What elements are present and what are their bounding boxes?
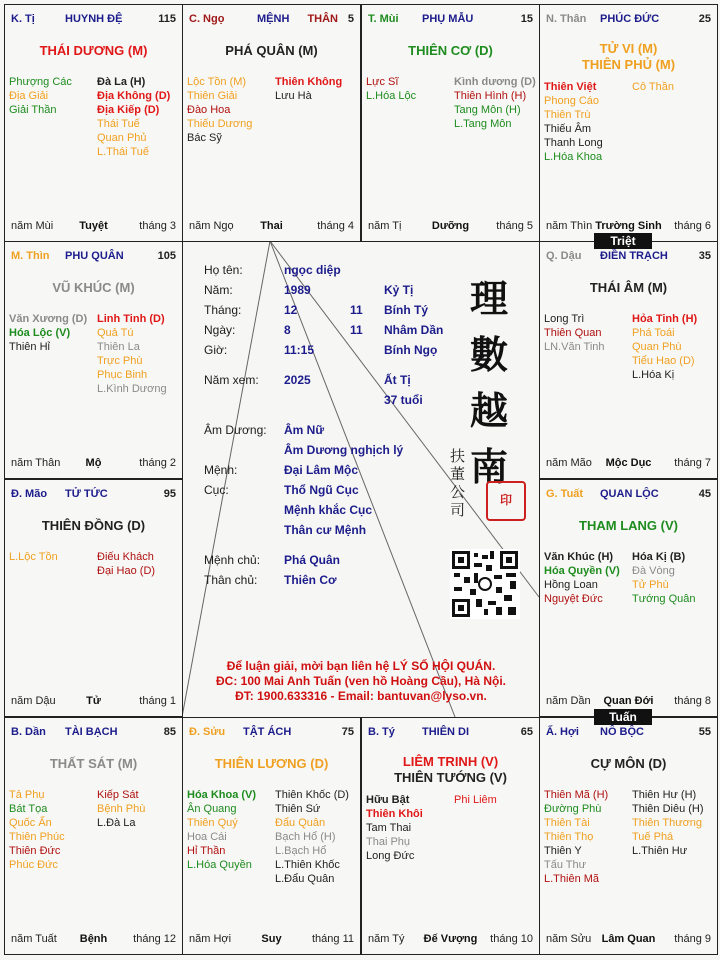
minor-star: Kình dương (D) [454, 76, 536, 88]
cell-number: 45 [698, 488, 711, 500]
minor-star: Lực Sĩ [366, 76, 399, 88]
minor-star: Đà Vòng [632, 565, 675, 577]
calligraphy-logo [470, 271, 518, 495]
main-star-block [540, 756, 717, 772]
cell-month: tháng 10 [490, 933, 533, 945]
qr-code [450, 549, 520, 619]
main-star: THÁI DƯƠNG (M) [39, 43, 148, 58]
cell-year: năm Hợi [189, 933, 232, 945]
main-star: TỬ VI (M) [599, 41, 658, 56]
calligraphy-char: 數 [470, 332, 509, 377]
main-star: CỰ MÔN (D) [590, 756, 667, 771]
cell-month: tháng 3 [139, 220, 176, 232]
minor-star: Thiếu Dương [187, 118, 253, 130]
gio-value: 11:15 [284, 343, 315, 357]
cell-year: năm Tị [368, 220, 402, 232]
minor-star: Phá Toái [632, 327, 675, 339]
minor-star: Tuế Phá [632, 831, 674, 843]
minor-star: Hóa Lộc (V) [9, 327, 71, 339]
minor-star: Nguyệt Đức [544, 593, 603, 605]
right-stars [632, 788, 704, 858]
main-star: VŨ KHÚC (M) [52, 280, 135, 295]
left-stars [366, 793, 423, 863]
palace-cell-thin [4, 241, 183, 479]
cell-year: năm Dậu [11, 695, 56, 707]
cell-position: K. Tị [11, 13, 35, 25]
left-stars [187, 75, 252, 145]
minor-star: Tả Phụ [9, 789, 45, 801]
right-stars [632, 80, 674, 94]
minor-star: Lộc Tồn (M) [187, 76, 247, 88]
minor-star: L.Thiên Khốc [275, 859, 340, 871]
minor-star: Quốc Ấn [9, 817, 52, 829]
right-stars [454, 75, 536, 131]
minor-star: L.Thiên Hư [632, 845, 688, 857]
ho-ten-value: ngọc diệp [284, 263, 341, 277]
cell-year: năm Thìn [546, 220, 593, 232]
cell-number: 85 [163, 726, 176, 738]
main-star-block [183, 756, 360, 772]
minor-star: Đào Hoa [187, 104, 231, 116]
nam-xem-value: 2025 [284, 373, 311, 387]
cell-position: Đ. Sửu [189, 726, 226, 738]
can-nam: Kỷ Tị [384, 283, 414, 297]
main-star-block [362, 754, 539, 786]
minor-star: Đường Phù [544, 803, 602, 815]
label-menh: Mệnh: [204, 463, 238, 477]
right-stars [97, 312, 167, 396]
cell-life-stage: Mộc Dục [605, 457, 652, 469]
main-star: THIÊN CƠ (D) [408, 43, 493, 58]
can-ngay: Nhâm Dần [384, 323, 444, 337]
main-star: THAM LANG (V) [579, 518, 678, 533]
can-thang: Bính Tý [384, 303, 428, 317]
nam-value: 1989 [284, 283, 311, 297]
minor-star: Phục Binh [97, 369, 148, 381]
palace-cell-than [539, 4, 718, 242]
center-info-panel [182, 241, 540, 717]
thang-value: 12 [284, 303, 298, 317]
main-star-block [5, 518, 182, 534]
cell-palace: THIÊN DI [422, 726, 470, 738]
cell-palace: HUYNH ĐỆ [65, 13, 123, 25]
minor-star: L.Tang Môn [454, 118, 512, 130]
minor-star: Thiên Trù [544, 109, 591, 121]
calligraphy-char: 南 [470, 444, 509, 489]
cell-life-stage: Đế Vượng [423, 933, 478, 945]
cell-month: tháng 12 [133, 933, 176, 945]
minor-star: Tướng Quân [632, 593, 696, 605]
minor-star: Thiếu Âm [544, 123, 592, 135]
cell-life-stage: Suy [261, 933, 282, 945]
minor-star: Thiên Tài [544, 817, 590, 829]
main-star-block [5, 280, 182, 296]
palace-cell-ti [4, 4, 183, 242]
minor-star: Quan Phù [632, 341, 682, 353]
label-than-chu: Thân chủ: [204, 573, 258, 587]
cell-year: năm Tuất [11, 933, 57, 945]
minor-star: Thiên La [97, 341, 140, 353]
left-stars [544, 80, 603, 164]
left-stars [366, 75, 416, 103]
right-stars [632, 312, 697, 382]
palace-cell-tuat [539, 479, 718, 717]
right-stars [97, 75, 170, 159]
cell-month: tháng 8 [674, 695, 711, 707]
calligraphy-char: 越 [470, 388, 509, 433]
cell-palace: NÔ BỘC [600, 726, 644, 738]
thang-am-value: 11 [350, 303, 363, 317]
minor-star: Thiên Hình (H) [454, 90, 527, 102]
minor-star: Tấu Thư [544, 859, 587, 871]
ngay-value: 8 [284, 323, 291, 337]
minor-star: Hóa Quyền (V) [544, 565, 620, 577]
palace-cell-hoi [539, 717, 718, 955]
cell-position: B. Tý [368, 726, 395, 738]
minor-star: Thiên Phúc [9, 831, 65, 843]
main-star-block [183, 43, 360, 59]
label-nam-xem: Năm xem: [204, 373, 259, 387]
label-am-duong: Âm Dương: [204, 423, 267, 437]
minor-star: Thiên Khốc (D) [275, 789, 349, 801]
main-star: THÁI ÂM (M) [589, 280, 668, 295]
palace-cell-ngo [182, 4, 361, 242]
main-star: THIÊN LƯƠNG (D) [214, 756, 329, 771]
minor-star: Lưu Hà [275, 90, 312, 102]
cell-life-stage: Bệnh [79, 933, 108, 945]
minor-star: Hoa Cái [187, 831, 227, 843]
minor-star: Địa Kiếp (D) [97, 104, 160, 116]
left-stars [544, 550, 620, 606]
minor-star: Thiên Đức [9, 845, 61, 857]
minor-star: Tiểu Hao (D) [632, 355, 695, 367]
minor-star: Hồng Loan [544, 579, 598, 591]
minor-star: Long Đức [366, 850, 415, 862]
right-stars [97, 550, 155, 578]
cell-month: tháng 4 [317, 220, 354, 232]
label-gio: Giờ: [204, 343, 228, 357]
cell-number: 25 [698, 13, 711, 25]
minor-star: Hữu Bật [366, 794, 410, 806]
cell-position: G. Tuất [546, 488, 584, 500]
minor-star: Đẩu Quân [275, 817, 326, 829]
minor-star: L.Hóa Lộc [366, 90, 417, 102]
cuc-3: Thân cư Mệnh [284, 523, 367, 537]
minor-star: Phong Cáo [544, 95, 600, 107]
right-stars [97, 788, 145, 830]
contact-line-2: ĐC: 100 Mai Anh Tuấn (ven hồ Hoàng Cầu), Hà Nội. [215, 674, 506, 688]
cell-palace: MỆNH [257, 13, 290, 25]
minor-star: Giải Thần [9, 104, 57, 116]
minor-star: Bệnh Phù [97, 803, 146, 815]
cell-life-stage: Trường Sinh [595, 220, 662, 232]
cell-month: tháng 2 [139, 457, 176, 469]
left-stars [9, 550, 58, 564]
cell-year: năm Mùi [11, 220, 54, 232]
small-calligraphy: 扶董公司 [450, 447, 466, 519]
cell-life-stage: Lâm Quan [601, 933, 656, 945]
cell-than-marker: THÂN [307, 13, 338, 25]
label-cuc: Cục: [204, 483, 229, 497]
am-duong-1: Âm Nữ [284, 423, 325, 437]
minor-star: Thiên Hư (H) [632, 789, 697, 801]
cell-year: năm Sửu [546, 933, 592, 945]
cell-year: năm Dần [546, 695, 591, 707]
cuc-2: Mệnh khắc Cục [284, 503, 373, 517]
minor-star: L.Hóa Quyền [187, 859, 252, 871]
label-nam: Năm: [204, 283, 233, 297]
cell-life-stage: Tuyệt [79, 220, 108, 232]
cell-position: Đ. Mão [11, 488, 48, 500]
cell-month: tháng 5 [496, 220, 533, 232]
minor-star: Thiên Không [275, 76, 343, 88]
cell-position: M. Thìn [11, 250, 50, 262]
minor-star: Kiếp Sát [97, 789, 139, 801]
minor-star: L.Thiên Mã [544, 873, 600, 885]
cell-palace: ĐIỀN TRẠCH [600, 250, 668, 262]
main-star: LIÊM TRINH (V) [402, 754, 499, 769]
minor-star: Phúc Đức [9, 859, 58, 871]
cell-palace: QUAN LỘC [600, 488, 659, 500]
main-star: THIÊN ĐỒNG (D) [41, 518, 146, 533]
minor-star: Ân Quang [187, 803, 237, 815]
cell-number: 105 [157, 250, 176, 262]
minor-star: Hóa Khoa (V) [187, 789, 257, 801]
cell-year: năm Tý [368, 933, 405, 945]
main-star-block [540, 41, 717, 73]
nam-xem-can: Ất Tị [384, 373, 411, 387]
main-star: PHÁ QUÂN (M) [225, 43, 318, 58]
minor-star: L.Kình Dương [97, 383, 167, 395]
left-stars [187, 788, 256, 872]
minor-star: Trực Phù [97, 355, 143, 367]
main-star-block [362, 43, 539, 59]
main-star: THIÊN PHỦ (M) [581, 57, 676, 72]
left-stars [544, 788, 608, 886]
cell-life-stage: Tử [86, 695, 101, 707]
minor-star: Cô Thần [632, 81, 674, 93]
minor-star: Thiên Mã (H) [544, 789, 609, 801]
minor-star: Thiên Khôi [366, 808, 423, 820]
contact-line-1: Để luận giải, mời bạn liên hệ LÝ SỐ HỘI QUÁN. [226, 659, 496, 673]
cell-number: 115 [158, 13, 176, 25]
minor-star: Tang Môn (H) [454, 104, 521, 116]
tuan-marker: Tuấn [594, 709, 652, 725]
cell-number: 75 [341, 726, 354, 738]
minor-star: Thái Tuế [97, 118, 140, 130]
minor-star: Phượng Các [9, 76, 72, 88]
palace-cell-dan [4, 717, 183, 955]
cell-number: 65 [520, 726, 533, 738]
cell-month: tháng 9 [674, 933, 711, 945]
minor-star: Thiên Y [544, 845, 582, 857]
minor-star: Thiên Thọ [544, 831, 594, 843]
minor-star: Bác Sỹ [187, 132, 222, 144]
minor-star: Đại Hao (D) [97, 565, 156, 577]
cell-position: T. Mùi [368, 13, 399, 25]
right-stars [454, 793, 497, 807]
minor-star: Thiên Sứ [275, 803, 321, 815]
palace-cell-mao [4, 479, 183, 717]
main-star-block [5, 43, 182, 59]
palace-cell-dau [539, 241, 718, 479]
minor-star: Thiên Việt [544, 81, 597, 93]
cell-palace: TẬT ÁCH [243, 726, 292, 738]
minor-star: L.Lộc Tồn [9, 551, 58, 563]
right-stars [275, 788, 349, 886]
minor-star: Thanh Long [544, 137, 603, 149]
right-stars [275, 75, 342, 103]
cell-position: B. Dần [11, 726, 46, 738]
label-menh-chu: Mệnh chủ: [204, 553, 261, 567]
minor-star: Thiên Hỉ [9, 341, 50, 353]
minor-star: Phi Liêm [454, 794, 497, 806]
minor-star: Hỏa Tinh (H) [632, 313, 698, 325]
cell-position: N. Thân [546, 13, 587, 25]
cell-life-stage: Dưỡng [431, 220, 470, 232]
minor-star: Thiên Giải [187, 90, 238, 102]
minor-star: Điếu Khách [97, 551, 154, 563]
label-thang: Tháng: [204, 303, 242, 317]
menh-chu-value: Phá Quân [284, 553, 341, 567]
palace-cell-ty [361, 717, 540, 955]
than-chu-value: Thiên Cơ [284, 573, 337, 587]
main-star-block [540, 280, 717, 296]
ngay-am-value: 11 [350, 323, 363, 337]
minor-star: Bạch Hổ (H) [275, 831, 336, 843]
cell-number: 95 [163, 488, 176, 500]
minor-star: Thai Phụ [366, 836, 411, 848]
minor-star: Đà La (H) [97, 76, 146, 88]
right-stars [632, 550, 696, 606]
minor-star: Hỉ Thần [187, 845, 226, 857]
minor-star: Địa Giải [9, 90, 49, 102]
minor-star: Địa Không (D) [97, 90, 171, 102]
cell-month: tháng 1 [139, 695, 176, 707]
cell-month: tháng 7 [674, 457, 711, 469]
minor-star: Văn Khúc (H) [544, 551, 614, 563]
cell-year: năm Mão [546, 457, 592, 469]
minor-star: L.Đà La [97, 817, 136, 829]
cell-position: Ấ. Hợi [546, 726, 579, 738]
cell-life-stage: Mộ [85, 457, 102, 469]
main-star: THIÊN TƯỚNG (V) [394, 770, 507, 785]
minor-star: Long Trì [544, 313, 585, 325]
label-ngay: Ngày: [204, 323, 236, 337]
minor-star: L.Hóa Khoa [544, 151, 603, 163]
main-star-block [540, 518, 717, 534]
minor-star: Thiên Thương [632, 817, 703, 829]
minor-star: Tam Thai [366, 822, 412, 834]
minor-star: Quan Phủ [97, 132, 147, 144]
cell-number: 5 [347, 13, 354, 25]
cuc-1: Thổ Ngũ Cục [284, 483, 359, 497]
minor-star: L.Hóa Kị [632, 369, 675, 381]
menh-value: Đại Lâm Mộc [284, 463, 359, 477]
left-stars [9, 75, 72, 117]
cell-year: năm Ngọ [189, 220, 234, 232]
can-gio: Bính Ngọ [384, 343, 438, 357]
minor-star: Thiên Quan [544, 327, 602, 339]
main-star-block [5, 756, 182, 772]
cell-life-stage: Quan Đới [603, 695, 654, 707]
palace-cell-mui [361, 4, 540, 242]
cell-palace: TỬ TỨC [65, 488, 108, 500]
left-stars [544, 312, 605, 354]
tuoi-value: 37 tuổi [384, 393, 423, 407]
red-seal-stamp: 印 [486, 481, 526, 521]
cell-palace: PHÚC ĐỨC [600, 13, 660, 25]
triet-marker: Triệt [594, 233, 652, 249]
minor-star: Hóa Kị (B) [632, 551, 686, 563]
minor-star: Linh Tinh (D) [97, 313, 165, 325]
label-ho-ten: Họ tên: [204, 263, 243, 277]
palace-cell-suu [182, 717, 361, 955]
cell-month: tháng 6 [674, 220, 711, 232]
am-duong-2: Âm Dương nghịch lý [284, 443, 404, 457]
contact-line-3: ĐT: 1900.633316 - Email: bantuvan@lyso.vn. [235, 689, 487, 703]
cell-palace: PHỤ MẪU [422, 13, 474, 25]
minor-star: Tử Phù [632, 579, 669, 591]
left-stars [9, 312, 87, 354]
minor-star: LN.Văn Tinh [544, 341, 605, 353]
cell-number: 15 [520, 13, 533, 25]
minor-star: Bát Tọa [9, 803, 48, 815]
cell-life-stage: Thai [260, 220, 283, 232]
minor-star: L.Đẩu Quân [275, 873, 335, 885]
cell-palace: TÀI BẠCH [65, 726, 118, 738]
cell-position: C. Ngọ [189, 13, 225, 25]
cell-number: 35 [698, 250, 711, 262]
minor-star: Quả Tú [97, 327, 134, 339]
cell-year: năm Thân [11, 457, 61, 469]
minor-star: Thiên Diêu (H) [632, 803, 704, 815]
cell-number: 55 [698, 726, 711, 738]
cell-palace: PHU QUÂN [65, 250, 124, 262]
left-stars [9, 788, 65, 872]
main-star: THẤT SÁT (M) [49, 756, 138, 771]
contact-block [182, 659, 540, 704]
cell-position: Q. Dậu [546, 250, 582, 262]
calligraphy-char: 理 [470, 276, 509, 321]
minor-star: Thiên Quý [187, 817, 238, 829]
minor-star: L.Thái Tuế [97, 146, 149, 158]
minor-star: Văn Xương (D) [9, 313, 88, 325]
cell-month: tháng 11 [311, 933, 354, 945]
minor-star: L.Bạch Hổ [275, 845, 327, 857]
